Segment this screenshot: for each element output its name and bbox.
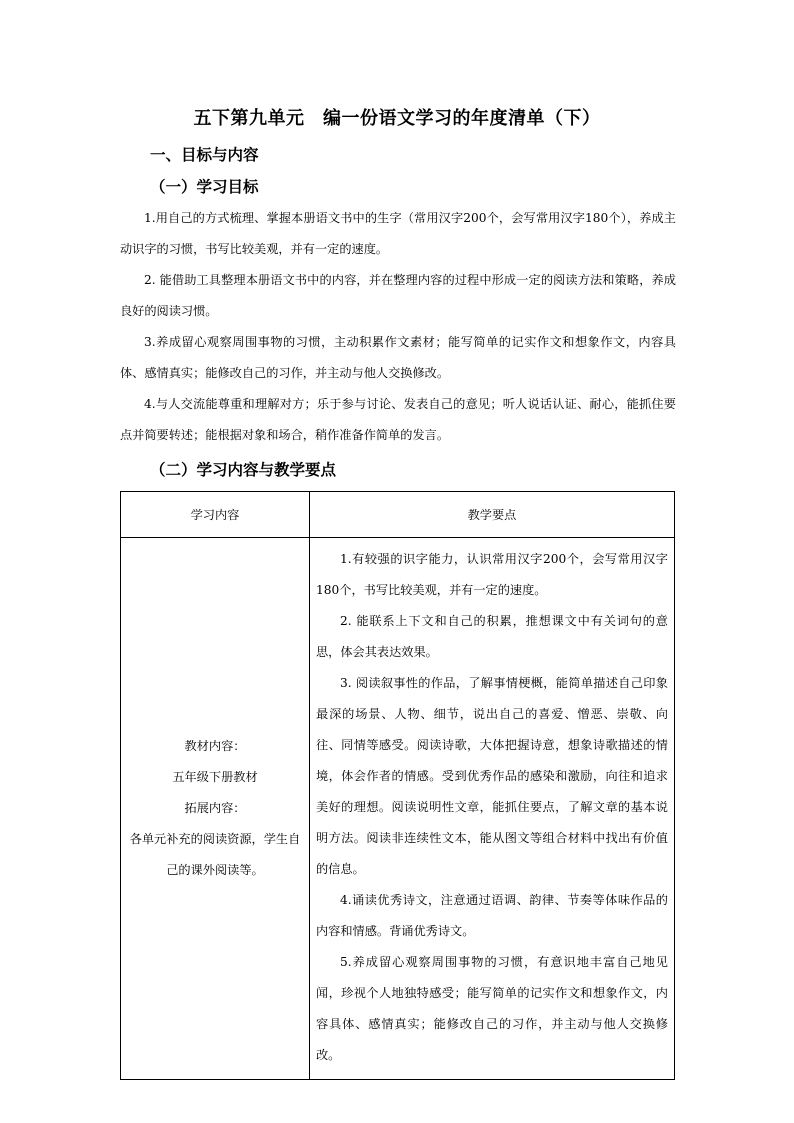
table-header-learning-content: 学习内容 [121, 492, 310, 538]
left-line-4: 各单元补充的阅读资源，学生自己的课外阅读等。 [129, 832, 301, 877]
learning-content-cell [121, 538, 310, 1080]
goal-item-2: 2. 能借助工具整理本册语文书中的内容，并在整理内容的过程中形成一定的阅读方法和策略，养成良好的阅读习惯。 [120, 273, 676, 318]
goal-item-1: 1.用自己的方式梳理、掌握本册语文书中的生字（常用汉字200个，会写常用汉字180个），养成主动识字的习惯，书写比较美观，并有一定的速度。 [120, 211, 676, 256]
left-line-2: 五年级下册教材 [172, 770, 258, 784]
learning-goals-list [120, 203, 676, 451]
teaching-point-3: 3. 阅读叙事性的作品，了解事情梗概，能简单描述自己印象最深的场景、人物、细节，说出自己的喜爱、憎恶、崇敬、向往、同情等感受。阅读诗歌，大体把握诗意，想象诗歌描述的情境，体会作者的情感。受到优秀作品的感染和激励，向往和追求美好的理想。阅读说明性文章，能抓住要点，了解文章的基本说明方法。阅读非连续性文本，能从图文等组合材料中找出有价值的信息。 [316, 676, 668, 876]
subsection-heading-content-points: （二）学习内容与教学要点 [150, 460, 337, 479]
subsection-heading-learning-goals: （一）学习目标 [150, 177, 259, 196]
table-row [121, 538, 675, 1080]
page-title: 五下第九单元 编一份语文学习的年度清单（下） [193, 108, 601, 129]
table-header-teaching-points: 教学要点 [310, 492, 675, 538]
left-line-3: 拓展内容： [184, 801, 246, 815]
left-line-1: 教材内容： [184, 739, 246, 753]
section-heading-goals-content: 一、目标与内容 [150, 145, 259, 164]
teaching-point-2: 2. 能联系上下文和自己的积累，推想课文中有关词句的意思，体会其表达效果。 [316, 614, 668, 659]
goal-item-4: 4.与人交流能尊重和理解对方；乐于参与讨论、发表自己的意见；听人说话认证、耐心，能抓住要点并简要转述；能根据对象和场合，稍作准备作简单的发言。 [120, 397, 676, 442]
goal-item-3: 3.养成留心观察周围事物的习惯，主动积累作文素材；能写简单的记实作文和想象作文，内容具体、感情真实；能修改自己的习作，并主动与他人交换修改。 [120, 335, 676, 380]
table-header-row [121, 492, 675, 538]
teaching-point-4: 4.诵读优秀诗文，注意通过语调、韵律、节奏等体味作品的内容和情感。背诵优秀诗文。 [316, 893, 668, 938]
content-points-table [120, 491, 675, 1080]
teaching-point-1: 1.有较强的识字能力，认识常用汉字200个，会写常用汉字180个，书写比较美观，并有一定的速度。 [316, 552, 668, 597]
teaching-points-cell [310, 538, 675, 1080]
teaching-point-5: 5.养成留心观察周围事物的习惯，有意识地丰富自己地见闻，珍视个人地独特感受；能写简单的记实作文和想象作文，内容具体、感情真实；能修改自己的习作，并主动与他人交换修改。 [316, 955, 668, 1062]
